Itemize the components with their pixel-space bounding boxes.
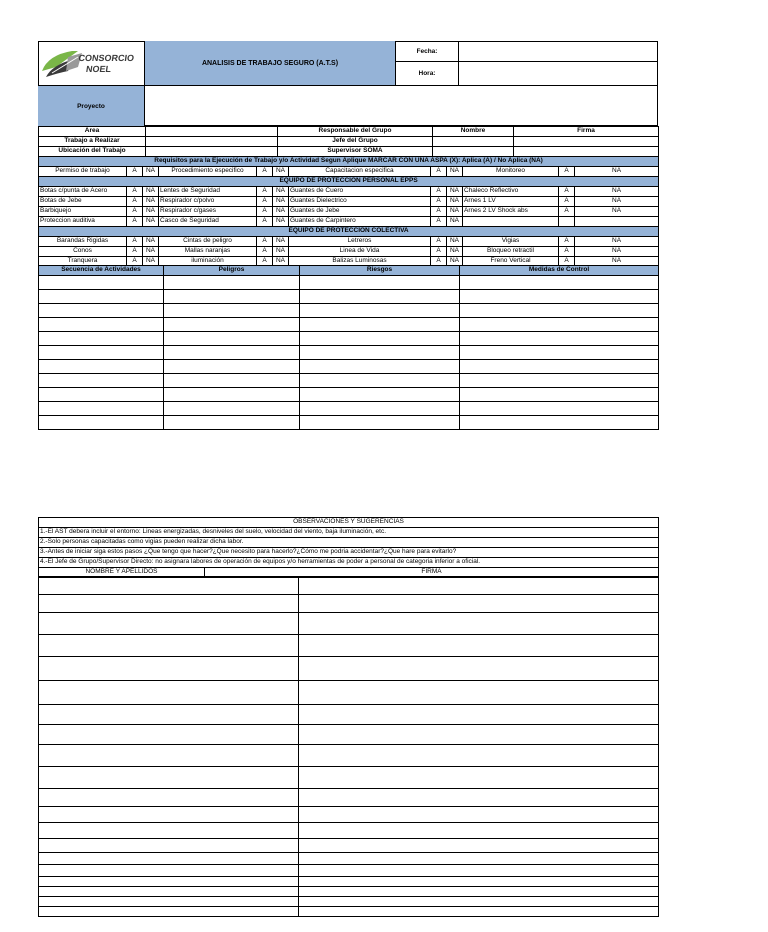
actividad-cell[interactable] — [460, 360, 659, 374]
hora-label-cell — [396, 62, 459, 86]
info-table — [38, 126, 659, 157]
trabajo-field[interactable] — [146, 137, 278, 147]
col-na-checkbox[interactable]: NA — [143, 237, 159, 247]
signature-table — [38, 576, 659, 917]
firma-cell[interactable] — [299, 577, 659, 595]
actividad-cell[interactable] — [39, 304, 164, 318]
signature-row — [39, 745, 659, 767]
signature-row — [39, 705, 659, 725]
trabajo-label: Trabajo a Realizar — [39, 137, 146, 147]
epp-na-checkbox[interactable]: NA — [143, 207, 159, 217]
actividad-cell[interactable] — [39, 318, 164, 332]
responsable-label: Responsable del Grupo — [278, 127, 433, 137]
hora-field[interactable] — [459, 62, 658, 86]
epp-na-checkbox[interactable]: NA — [143, 197, 159, 207]
nombre-cell[interactable] — [39, 823, 299, 839]
riesgos-header: Riesgos — [300, 266, 460, 276]
epp-a-checkbox[interactable]: A — [127, 197, 143, 207]
nombre-cell[interactable] — [39, 877, 299, 887]
signature-row — [39, 897, 659, 907]
req-na-checkbox[interactable]: NA — [575, 167, 659, 177]
ubicacion-field[interactable] — [146, 147, 278, 157]
signature-row — [39, 839, 659, 853]
signature-row — [39, 635, 659, 657]
epp-na-checkbox[interactable]: NA — [447, 197, 463, 207]
epp-item-label: Guantes de Cuero — [289, 187, 431, 197]
actividad-cell[interactable] — [460, 416, 659, 430]
signature-row — [39, 613, 659, 635]
form-title: ANALISIS DE TRABAJO SEGURO (A.T.S) — [201, 59, 339, 67]
actividad-cell[interactable] — [300, 416, 460, 430]
actividad-cell[interactable] — [300, 346, 460, 360]
epp-na-checkbox[interactable]: NA — [575, 197, 659, 207]
epp-a-checkbox[interactable]: A — [431, 217, 447, 227]
col-a-checkbox[interactable]: A — [127, 257, 143, 267]
firma-cell[interactable] — [299, 897, 659, 907]
col-item-label: Conos — [39, 247, 127, 257]
col-a-checkbox[interactable]: A — [431, 257, 447, 267]
supervisor-firma-field[interactable] — [514, 147, 659, 157]
epp-na-checkbox[interactable]: NA — [575, 207, 659, 217]
title-cell — [145, 41, 396, 86]
col-item-label: Letreros — [289, 237, 431, 247]
col-item-label: Balizas Luminosas — [289, 257, 431, 267]
firma-cell[interactable] — [299, 823, 659, 839]
col-item-label: Mallas naranjas — [159, 247, 257, 257]
epp-a-checkbox[interactable]: A — [431, 207, 447, 217]
actividad-cell[interactable] — [164, 360, 300, 374]
col-na-checkbox[interactable]: NA — [143, 247, 159, 257]
nombre-cell[interactable] — [39, 887, 299, 897]
epp-na-checkbox[interactable]: NA — [143, 187, 159, 197]
supervisor-nombre-field[interactable] — [433, 147, 514, 157]
actividad-row — [39, 318, 659, 332]
epp-na-checkbox[interactable]: NA — [273, 187, 289, 197]
epp-a-checkbox[interactable]: A — [559, 207, 575, 217]
fecha-label: Fecha: — [416, 47, 438, 55]
col-a-checkbox[interactable]: A — [559, 237, 575, 247]
firma-cell[interactable] — [299, 887, 659, 897]
medidas-header: Medidas de Control — [460, 266, 659, 276]
actividad-cell[interactable] — [164, 374, 300, 388]
actividad-cell[interactable] — [300, 388, 460, 402]
actividades-table — [38, 265, 659, 430]
epp-a-checkbox[interactable]: A — [257, 217, 273, 227]
actividad-cell[interactable] — [460, 332, 659, 346]
actividad-cell[interactable] — [300, 318, 460, 332]
col-item-label: Tranquera — [39, 257, 127, 267]
epp-item-label: Respirador c/polvo — [159, 197, 257, 207]
actividad-cell[interactable] — [39, 290, 164, 304]
actividad-row — [39, 360, 659, 374]
nombre-cell[interactable] — [39, 595, 299, 613]
nombre-cell[interactable] — [39, 657, 299, 681]
col-item-label: Barandas Rigidas — [39, 237, 127, 247]
col-na-checkbox[interactable]: NA — [447, 257, 463, 267]
nombre-cell[interactable] — [39, 807, 299, 823]
actividad-cell[interactable] — [164, 290, 300, 304]
req-item-label: Capacitacion especifica — [289, 167, 431, 177]
nombre-cell[interactable] — [39, 767, 299, 789]
actividad-cell[interactable] — [460, 402, 659, 416]
logo-line1: CONSORCIO — [77, 53, 135, 63]
col-a-checkbox[interactable]: A — [257, 257, 273, 267]
requisitos-table — [38, 156, 659, 267]
supervisor-label: Supervisor SOMA — [278, 147, 433, 157]
actividad-cell[interactable] — [39, 346, 164, 360]
epp-a-checkbox[interactable]: A — [431, 197, 447, 207]
actividad-cell[interactable] — [300, 374, 460, 388]
firma-cell[interactable] — [299, 853, 659, 865]
actividad-cell[interactable] — [39, 388, 164, 402]
epp-na-checkbox[interactable]: NA — [273, 207, 289, 217]
col-na-checkbox[interactable]: NA — [143, 257, 159, 267]
actividad-cell[interactable] — [460, 374, 659, 388]
col-a-checkbox[interactable]: A — [559, 257, 575, 267]
logo-cell — [38, 41, 145, 86]
firma-cell[interactable] — [299, 613, 659, 635]
col-na-checkbox[interactable]: NA — [273, 237, 289, 247]
epp-item-label: Guantes Dielectrico — [289, 197, 431, 207]
col-a-checkbox[interactable]: A — [431, 247, 447, 257]
actividad-cell[interactable] — [164, 276, 300, 290]
epp-a-checkbox[interactable]: A — [127, 217, 143, 227]
firma-cell[interactable] — [299, 635, 659, 657]
actividad-cell[interactable] — [164, 388, 300, 402]
actividad-row — [39, 290, 659, 304]
actividad-cell[interactable] — [460, 304, 659, 318]
actividad-cell[interactable] — [39, 332, 164, 346]
nombre-cell[interactable] — [39, 865, 299, 877]
firma-cell[interactable] — [299, 789, 659, 807]
actividad-cell[interactable] — [164, 318, 300, 332]
req-item-label: Monitoreo — [463, 167, 559, 177]
actividad-row — [39, 276, 659, 290]
area-field[interactable] — [146, 127, 278, 137]
nombre-apellidos-header: NOMBRE Y APELLIDOS — [39, 568, 205, 578]
actividad-cell[interactable] — [39, 276, 164, 290]
col-a-checkbox[interactable]: A — [127, 237, 143, 247]
colectiva-title: EQUIPO DE PROTECCIÓN COLECTIVA — [39, 227, 659, 237]
actividades-rows — [39, 276, 659, 430]
actividad-row — [39, 388, 659, 402]
actividad-row — [39, 402, 659, 416]
nombre-cell[interactable] — [39, 613, 299, 635]
nombre-cell[interactable] — [39, 725, 299, 745]
col-a-checkbox[interactable]: A — [127, 247, 143, 257]
signature-row — [39, 577, 659, 595]
actividad-cell[interactable] — [39, 402, 164, 416]
signature-row — [39, 657, 659, 681]
signature-row — [39, 853, 659, 865]
ubicacion-label: Ubicación del Trabajo — [39, 147, 146, 157]
epp-item-label: Guantes de Carpintero — [289, 217, 431, 227]
actividad-cell[interactable] — [164, 402, 300, 416]
nombre-label: Nombre — [433, 127, 514, 137]
req-na-checkbox[interactable]: NA — [447, 167, 463, 177]
actividad-cell[interactable] — [300, 332, 460, 346]
epp-item-label: Guantes de Jebe — [289, 207, 431, 217]
observacion-item: 2.-Solo personas capacitadas como vigias pueden realizar dicha labor. — [39, 538, 659, 548]
req-na-checkbox[interactable]: NA — [143, 167, 159, 177]
signature-rows — [38, 576, 658, 917]
col-na-checkbox[interactable]: NA — [575, 237, 659, 247]
col-na-checkbox[interactable]: NA — [575, 247, 659, 257]
signature-row — [39, 877, 659, 887]
col-na-checkbox[interactable]: NA — [447, 237, 463, 247]
firma-cell[interactable] — [299, 705, 659, 725]
nombre-cell[interactable] — [39, 745, 299, 767]
nombre-cell[interactable] — [39, 853, 299, 865]
col-na-checkbox[interactable]: NA — [575, 257, 659, 267]
signature-row — [39, 865, 659, 877]
epp-empty-cell — [463, 217, 559, 227]
firma-cell[interactable] — [299, 745, 659, 767]
firma-cell[interactable] — [299, 725, 659, 745]
observaciones-title: OBSERVACIONES Y SUGERENCIAS — [39, 518, 659, 528]
nombre-cell[interactable] — [39, 705, 299, 725]
signature-row — [39, 823, 659, 839]
actividades-header: Secuencia de Actividades — [39, 266, 164, 276]
proyecto-label: Proyecto — [77, 102, 105, 110]
firma-cell[interactable] — [299, 907, 659, 917]
epp-item-label: Proteccion auditiva — [39, 217, 127, 227]
observacion-item: 1.-El AST debera incluir el entorno: Lineas energizadas, desniveles del suelo, velocidad del viento, baja iluminación, etc. — [39, 528, 659, 538]
epp-item-label: Botas c/punta de Acero — [39, 187, 127, 197]
epp-item-label: Casco de Seguridad — [159, 217, 257, 227]
req-item-label: Permiso de trabajo — [39, 167, 127, 177]
actividad-row — [39, 332, 659, 346]
epp-item-label: Respirador c/gases — [159, 207, 257, 217]
epp-na-checkbox[interactable]: NA — [143, 217, 159, 227]
epp-na-checkbox[interactable]: NA — [447, 187, 463, 197]
hora-label: Hora: — [418, 70, 436, 77]
signature-row — [39, 907, 659, 917]
epp-item-label: Arnes 2 LV Shock abs — [463, 207, 559, 217]
epp-na-checkbox[interactable]: NA — [447, 217, 463, 227]
nombre-cell[interactable] — [39, 681, 299, 705]
signature-row — [39, 789, 659, 807]
actividad-cell[interactable] — [300, 290, 460, 304]
col-item-label: Vigias — [463, 237, 559, 247]
epp-a-checkbox[interactable]: A — [431, 187, 447, 197]
actividad-cell[interactable] — [460, 346, 659, 360]
signature-row — [39, 767, 659, 789]
signature-row — [39, 807, 659, 823]
jefe-nombre-field[interactable] — [433, 137, 514, 147]
peligros-header: Peligros — [164, 266, 300, 276]
epp-na-checkbox[interactable]: NA — [273, 217, 289, 227]
actividad-row — [39, 374, 659, 388]
epp-empty-cell — [575, 217, 659, 227]
actividad-cell[interactable] — [164, 346, 300, 360]
actividad-cell[interactable] — [300, 360, 460, 374]
firma-cell[interactable] — [299, 767, 659, 789]
proyecto-label-cell — [38, 86, 145, 126]
firma-header: FIRMA — [205, 568, 659, 578]
actividad-cell[interactable] — [460, 318, 659, 332]
actividad-cell[interactable] — [300, 304, 460, 318]
firma-cell[interactable] — [299, 865, 659, 877]
col-na-checkbox[interactable]: NA — [273, 247, 289, 257]
col-item-label: Linea de Vida — [289, 247, 431, 257]
req-item-label: Procedimiento especifico — [159, 167, 257, 177]
area-label: Area — [39, 127, 146, 137]
firma-cell[interactable] — [299, 839, 659, 853]
epp-item-label: Barbiquejo — [39, 207, 127, 217]
proyecto-field[interactable] — [145, 86, 658, 126]
epp-empty-cell — [559, 217, 575, 227]
col-a-checkbox[interactable]: A — [257, 247, 273, 257]
actividad-cell[interactable] — [39, 360, 164, 374]
epp-na-checkbox[interactable]: NA — [575, 187, 659, 197]
fecha-field[interactable] — [459, 41, 658, 62]
actividad-cell[interactable] — [460, 290, 659, 304]
jefe-label: Jefe del Grupo — [278, 137, 433, 147]
firma-cell[interactable] — [299, 657, 659, 681]
firma-cell[interactable] — [299, 681, 659, 705]
col-item-label: Bloqueo retractil — [463, 247, 559, 257]
epp-a-checkbox[interactable]: A — [559, 197, 575, 207]
signature-row — [39, 887, 659, 897]
signature-row — [39, 725, 659, 745]
epp-a-checkbox[interactable]: A — [127, 187, 143, 197]
epp-na-checkbox[interactable]: NA — [447, 207, 463, 217]
firma-label: Firma — [514, 127, 659, 137]
actividad-cell[interactable] — [164, 332, 300, 346]
epp-item-label: Arnes 1 LV — [463, 197, 559, 207]
epp-a-checkbox[interactable]: A — [127, 207, 143, 217]
actividad-cell[interactable] — [460, 276, 659, 290]
col-na-checkbox[interactable]: NA — [447, 247, 463, 257]
epp-a-checkbox[interactable]: A — [559, 187, 575, 197]
observacion-item: 3.-Antes de iniciar siga estos pasos ¿Que tengo que hacer?¿Que necesito para hacerlo?¿Cómo me podria accidentar?¿Que hare para evitarlo? — [39, 548, 659, 558]
req-a-checkbox[interactable]: A — [431, 167, 447, 177]
actividad-cell[interactable] — [164, 416, 300, 430]
req-a-checkbox[interactable]: A — [257, 167, 273, 177]
fecha-label-cell — [396, 41, 459, 62]
actividad-row — [39, 346, 659, 360]
req-na-checkbox[interactable]: NA — [273, 167, 289, 177]
nombre-cell[interactable] — [39, 635, 299, 657]
observacion-item: 4.-El Jefe de Grupo/Supervisor Directo: no asignara labores de operación de equipos y/o herramientas de poder a personal de categoria inferior a oficial. — [39, 558, 659, 568]
consorcio-noel-logo — [38, 41, 143, 85]
epp-item-label: Chaleco Reflectivo — [463, 187, 559, 197]
actividad-cell[interactable] — [300, 402, 460, 416]
actividad-cell[interactable] — [460, 388, 659, 402]
firma-cell[interactable] — [299, 807, 659, 823]
nombre-cell[interactable] — [39, 789, 299, 807]
nombre-cell[interactable] — [39, 907, 299, 917]
col-item-label: Cintas de peligro — [159, 237, 257, 247]
col-item-label: Freno Vertical — [463, 257, 559, 267]
col-a-checkbox[interactable]: A — [559, 247, 575, 257]
actividad-cell[interactable] — [39, 416, 164, 430]
col-item-label: iluminación — [159, 257, 257, 267]
epp-item-label: Lentes de Seguridad — [159, 187, 257, 197]
jefe-firma-field[interactable] — [514, 137, 659, 147]
signature-row — [39, 595, 659, 613]
epp-a-checkbox[interactable]: A — [257, 197, 273, 207]
epps-title: EQUIPO DE PROTECCION PERSONAL EPPS — [39, 177, 659, 187]
col-a-checkbox[interactable]: A — [431, 237, 447, 247]
req-a-checkbox[interactable]: A — [127, 167, 143, 177]
col-na-checkbox[interactable]: NA — [273, 257, 289, 267]
req-a-checkbox[interactable]: A — [559, 167, 575, 177]
logo-line2: NOEL — [85, 64, 112, 74]
observaciones-table — [38, 517, 659, 578]
nombre-cell[interactable] — [39, 839, 299, 853]
actividad-cell[interactable] — [39, 374, 164, 388]
requisitos-title: Requisitos para la Ejecución de Trabajo y/o Actividad Segun Aplique MARCAR CON UNA ASPA (X): Aplica (A) / No Aplica (NA) — [39, 157, 659, 167]
nombre-cell[interactable] — [39, 577, 299, 595]
epp-item-label: Botas de Jebe — [39, 197, 127, 207]
actividad-cell[interactable] — [300, 276, 460, 290]
actividad-row — [39, 416, 659, 430]
col-a-checkbox[interactable]: A — [257, 237, 273, 247]
actividad-row — [39, 304, 659, 318]
actividad-cell[interactable] — [164, 304, 300, 318]
firma-cell[interactable] — [299, 877, 659, 887]
epp-na-checkbox[interactable]: NA — [273, 197, 289, 207]
signature-row — [39, 681, 659, 705]
epp-a-checkbox[interactable]: A — [257, 187, 273, 197]
nombre-cell[interactable] — [39, 897, 299, 907]
firma-cell[interactable] — [299, 595, 659, 613]
epp-a-checkbox[interactable]: A — [257, 207, 273, 217]
